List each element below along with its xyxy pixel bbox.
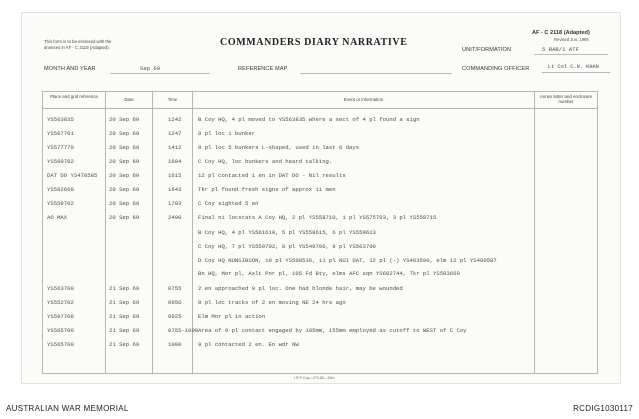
- row-date: 20 Sep 69: [109, 158, 140, 165]
- row-event: D Coy HQ NUNSIBSON, 10 pl YS508536, 11 pl NUI DAT, 12 pl (-) YS463590, elm 12 pl YS480587: [198, 257, 497, 264]
- row-date: 21 Sep 69: [109, 313, 140, 320]
- row-place: YS597708: [47, 313, 74, 320]
- row-time: 0755: [168, 285, 182, 292]
- table-row: [42, 156, 598, 168]
- row-date: 20 Sep 69: [109, 130, 140, 137]
- row-time: 1604: [168, 158, 182, 165]
- table-row: [42, 311, 598, 323]
- row-event: Elm Mor pl in action: [198, 313, 266, 320]
- diary-sheet: [21, 12, 621, 384]
- row-event: Tkr pl found fresh signs of approx 11 men: [198, 186, 336, 193]
- footer-institution: AUSTRALIAN WAR MEMORIAL: [6, 404, 129, 413]
- table-row: [42, 198, 598, 210]
- table-row: [42, 241, 598, 253]
- table-row: [42, 128, 598, 140]
- row-event: C Coy HQ, 7 pl YS559702, 8 pl YS549706, 9 pl YS563700: [198, 243, 376, 250]
- table-row: [42, 142, 598, 154]
- row-place: YS567701: [47, 130, 74, 137]
- row-event: 9 pl loc 1 bunker: [198, 130, 256, 137]
- table-header-rule: [42, 108, 598, 109]
- row-date: 20 Sep 69: [109, 200, 140, 207]
- row-place: YS577770: [47, 144, 74, 151]
- row-date: 20 Sep 69: [109, 116, 140, 123]
- map-label: REFERENCE MAP: [238, 66, 288, 72]
- row-place: YS565700: [47, 327, 74, 334]
- col-header-date: Date: [124, 97, 134, 102]
- table-top-rule: [42, 91, 598, 92]
- col-header-event: Event or information: [343, 97, 384, 102]
- row-event: B Coy HQ, 4 pl moved to YS563835 where a sect of 4 pl found a sign: [198, 116, 420, 123]
- officer-label: COMMANDING OFFICER: [462, 66, 530, 72]
- table-bottom-rule: [42, 373, 598, 374]
- row-event: C Coy sighted 5 en: [198, 200, 259, 207]
- table-row: [42, 297, 598, 309]
- row-place: YS563835: [47, 116, 74, 123]
- form-revised: Revised Jun, 1965: [554, 37, 589, 42]
- row-place: YS565700: [47, 341, 74, 348]
- row-time: 1247: [168, 130, 182, 137]
- table-row: [42, 227, 598, 239]
- page-title: COMMANDERS DIARY NARRATIVE: [220, 37, 408, 48]
- month-value: Sep 69: [140, 65, 161, 72]
- row-date: 21 Sep 69: [109, 341, 140, 348]
- officer-value: Lt Col C.N. KHAN: [548, 64, 599, 70]
- row-event: 12 pl contacted 1 en in DAT DO - Nil results: [198, 172, 346, 179]
- row-time: 1615: [168, 172, 182, 179]
- row-time: 1412: [168, 144, 182, 151]
- table-row: [42, 170, 598, 182]
- col-header-time: Time: [167, 97, 178, 102]
- row-place: YS582660: [47, 186, 74, 193]
- row-place: YS552702: [47, 299, 74, 306]
- row-date: 20 Sep 69: [109, 214, 140, 221]
- table-row: [42, 212, 598, 224]
- row-event: 8 pl loc tracks of 2 en moving NE 24 hrs ago: [198, 299, 346, 306]
- row-time: 1242: [168, 116, 182, 123]
- row-time: 1643: [168, 186, 182, 193]
- unit-label: UNIT/FORMATION: [462, 47, 512, 53]
- row-event: 9 pl contacted 2 en. En wdr NW: [198, 341, 299, 348]
- row-event: C Coy HQ, loc bunkers and heard talking.: [198, 158, 333, 165]
- form-note-line2: annexes in AF - C 2119 (Adapted).: [44, 45, 110, 50]
- row-time: 0925: [168, 313, 182, 320]
- col-header-place: Place and grid reference: [50, 94, 98, 99]
- row-event: 9 pl loc 5 bunkers L-shaped, used in last 6 days: [198, 144, 360, 151]
- unit-value: 5 RAR/1 ATF: [542, 46, 579, 53]
- month-label: MONTH AND YEAR: [44, 66, 96, 72]
- map-underline: [300, 73, 452, 74]
- row-time: 1703: [168, 200, 182, 207]
- table-row: [42, 268, 598, 280]
- row-date: 20 Sep 69: [109, 186, 140, 193]
- diary-table: [42, 91, 598, 374]
- row-time: 0755-1000: [168, 327, 199, 334]
- footer-record-id: RCDIG1030117: [573, 404, 633, 413]
- archive-footer: [0, 396, 639, 419]
- row-date: 21 Sep 69: [109, 299, 140, 306]
- row-date: 21 Sep 69: [109, 285, 140, 292]
- table-row: [42, 255, 598, 267]
- table-row: [42, 283, 598, 295]
- print-line: I R P Coy—273.83—15m: [294, 376, 335, 380]
- form-code: AF - C 2118 (Adapted): [532, 30, 590, 36]
- row-time: 2400: [168, 214, 182, 221]
- table-row: [42, 339, 598, 351]
- col-header-annex: Annex letter and enclosure number: [539, 94, 593, 105]
- month-underline: [110, 73, 210, 74]
- row-place: DAT DO YS478585: [47, 172, 98, 179]
- row-date: 21 Sep 69: [109, 327, 140, 334]
- officer-underline: [542, 72, 610, 73]
- row-time: 0950: [168, 299, 182, 306]
- table-row: [42, 114, 598, 126]
- table-row: [42, 325, 598, 337]
- row-place: YS559702: [47, 200, 74, 207]
- form-note-line1: This form is to be enclosed with the: [44, 39, 112, 44]
- table-row: [42, 184, 598, 196]
- unit-underline: [534, 54, 608, 55]
- row-date: 20 Sep 69: [109, 172, 140, 179]
- row-date: 20 Sep 69: [109, 144, 140, 151]
- row-event: 2 en approached 9 pl loc. One had blonde hair, may be wounded: [198, 285, 403, 292]
- row-event: Bn HQ, Mor pl, Aslt Pnr pl, 105 Fd Bty, elms AFC sqn YS602744, Tkr pl YS583660: [198, 270, 460, 277]
- row-place: AO MAX: [47, 214, 68, 221]
- row-event: Area of 9 pl contact engaged by 105mm, 155mm employed as cutoff to WEST of C Coy: [198, 327, 467, 334]
- row-place: YS563700: [47, 285, 74, 292]
- row-event: Final ni locstats A Coy HQ, 2 pl YS558710, 1 pl YS575703, 3 pl YS558715: [198, 214, 437, 221]
- row-time: 1000: [168, 341, 182, 348]
- row-event: B Coy HQ, 4 pl YS561610, 5 pl YS558615, 6 pl YS559613: [198, 229, 376, 236]
- row-place: YS560702: [47, 158, 74, 165]
